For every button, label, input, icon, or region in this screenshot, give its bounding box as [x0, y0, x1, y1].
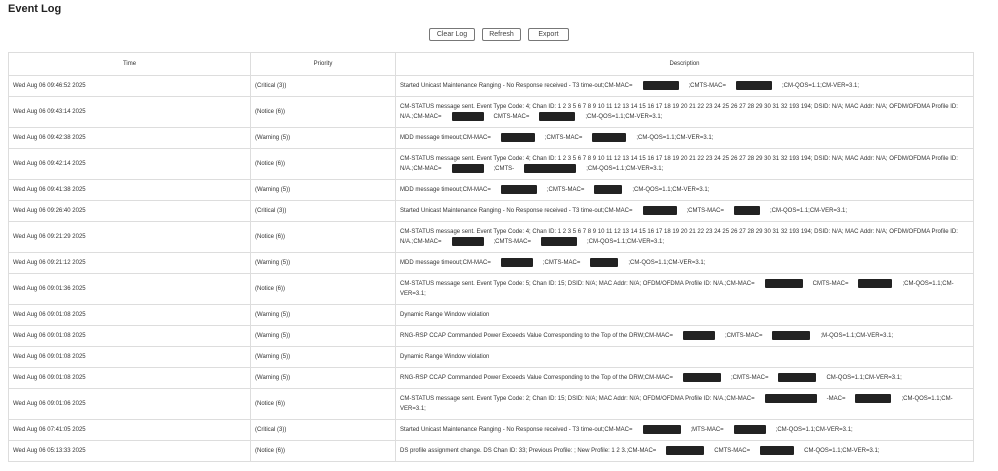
description-text: ;CM-QOS=1.1;CM-VER=3.1;	[628, 260, 706, 267]
description-text: MDD message timeout;CM-MAC=	[400, 260, 491, 267]
cell-description	[396, 76, 974, 97]
description-text: CM-STATUS message sent. Event Type Code: 4; Chan ID: 1 2 3 5 6 7 8 9 10 11 12 13 14 15 16 17 18 19 20 21 22 23 24 25 26 27 28 29 30 31 32 193 194; DSID: N/A; MAC Addr: N/A; OFDM/OFDMA Profile ID: N/A.;CM-MAC=	[400, 228, 958, 246]
redacted-mac-address	[778, 373, 816, 382]
redacted-mac-address	[736, 81, 772, 90]
cell-time: Wed Aug 06 09:01:08 2025	[9, 326, 251, 347]
cell-time: Wed Aug 06 07:41:05 2025	[9, 420, 251, 441]
cell-priority: (Critical (3))	[251, 201, 396, 222]
description-text: ;CM-QOS=1.1;CM-VER=3.1;	[586, 166, 664, 173]
description-text: CM-STATUS message sent. Event Type Code: 4; Chan ID: 1 2 3 5 6 7 8 9 10 11 12 13 14 15 16 17 18 19 20 21 22 23 24 25 26 27 28 29 30 31 32 193 194; DSID: N/A; MAC Addr: N/A; OFDM/OFDMA Profile ID: N/A.;CM-MAC=	[400, 155, 958, 173]
description-text: ;CMTS-MAC=	[686, 208, 724, 215]
cell-time: Wed Aug 06 09:21:12 2025	[9, 253, 251, 274]
table-row	[9, 76, 974, 97]
redacted-mac-address	[643, 206, 677, 215]
redacted-mac-address	[501, 258, 533, 267]
table-row	[9, 347, 974, 368]
description-text: Dynamic Range Window violation	[400, 354, 490, 360]
table-header-row	[9, 53, 974, 76]
cell-time: Wed Aug 06 09:01:06 2025	[9, 389, 251, 420]
cell-time: Wed Aug 06 09:46:52 2025	[9, 76, 251, 97]
cell-description	[396, 274, 974, 305]
cell-priority: (Notice (6))	[251, 222, 396, 253]
redacted-mac-address	[452, 237, 484, 246]
redacted-mac-address	[539, 112, 575, 121]
redacted-mac-address	[541, 237, 577, 246]
table-row	[9, 253, 974, 274]
cell-priority: (Notice (6))	[251, 97, 396, 128]
description-text: ;CM-QOS=1.1;CM-VER=3.1;	[400, 396, 953, 413]
cell-priority: (Warning (5))	[251, 180, 396, 201]
description-text: ;CM-QOS=1.1;CM-VER=3.1;	[770, 208, 848, 215]
description-text: CMTS-MAC=	[714, 448, 751, 455]
table-row	[9, 274, 974, 305]
page-title: Event Log	[8, 3, 62, 15]
table-row	[9, 326, 974, 347]
cell-time: Wed Aug 06 09:41:38 2025	[9, 180, 251, 201]
table-row	[9, 389, 974, 420]
redacted-mac-address	[683, 331, 715, 340]
cell-time: Wed Aug 06 09:26:40 2025	[9, 201, 251, 222]
table-row	[9, 180, 974, 201]
redacted-mac-address	[590, 258, 618, 267]
cell-priority: (Critical (3))	[251, 76, 396, 97]
redacted-mac-address	[734, 206, 760, 215]
description-text: CM-STATUS message sent. Event Type Code: 2; Chan ID: 15; DSID: N/A; MAC Addr: N/A; OFDM/OFDMA Profile ID: N/A.;CM-MAC=	[400, 396, 755, 403]
redacted-mac-address	[592, 133, 626, 142]
cell-time: Wed Aug 06 09:01:36 2025	[9, 274, 251, 305]
cell-description	[396, 368, 974, 389]
table-row	[9, 97, 974, 128]
refresh-button[interactable]: Refresh	[482, 28, 521, 41]
table-row	[9, 305, 974, 326]
description-text: CM-QOS=1.1;CM-VER=3.1;	[804, 448, 880, 455]
clear-log-button[interactable]: Clear Log	[429, 28, 475, 41]
cell-priority: (Warning (5))	[251, 253, 396, 274]
toolbar	[0, 28, 998, 41]
description-text: ;CM-QOS=1.1;CM-VER=3.1;	[585, 114, 663, 121]
cell-time: Wed Aug 06 09:01:08 2025	[9, 305, 251, 326]
cell-description	[396, 128, 974, 149]
cell-description	[396, 222, 974, 253]
cell-priority: (Notice (6))	[251, 274, 396, 305]
description-text: Dynamic Range Window violation	[400, 312, 490, 318]
redacted-mac-address	[683, 373, 721, 382]
redacted-mac-address	[643, 81, 679, 90]
description-text: ;CMTS-MAC=	[493, 239, 532, 246]
redacted-mac-address	[760, 446, 794, 455]
table-body	[9, 76, 974, 462]
cell-priority: (Notice (6))	[251, 149, 396, 180]
table-row	[9, 420, 974, 441]
redacted-mac-address	[643, 425, 681, 434]
export-button[interactable]: Export	[528, 28, 569, 41]
redacted-mac-address	[666, 446, 704, 455]
cell-priority: (Notice (6))	[251, 389, 396, 420]
redacted-mac-address	[452, 112, 484, 121]
redacted-mac-address	[765, 394, 817, 403]
cell-description	[396, 347, 974, 368]
description-text: ;CM-QOS=1.1;CM-VER=3.1;	[782, 83, 860, 90]
description-text: ;CM-QOS=1.1;CM-VER=3.1;	[400, 281, 954, 298]
table-row	[9, 222, 974, 253]
cell-description	[396, 420, 974, 441]
description-text: ;CM-QOS=1.1;CM-VER=3.1;	[587, 239, 665, 246]
cell-description	[396, 180, 974, 201]
table-row	[9, 128, 974, 149]
description-text: Started Unicast Maintenance Ranging - No Response received - T3 time-out;CM-MAC=	[400, 208, 633, 215]
cell-time: Wed Aug 06 09:01:08 2025	[9, 368, 251, 389]
cell-time: Wed Aug 06 09:42:38 2025	[9, 128, 251, 149]
redacted-mac-address	[594, 185, 622, 194]
table-row	[9, 201, 974, 222]
description-text: CM-QOS=1.1;CM-VER=3.1;	[826, 375, 902, 382]
cell-priority: (Warning (5))	[251, 305, 396, 326]
cell-priority: (Warning (5))	[251, 326, 396, 347]
cell-time: Wed Aug 06 09:21:29 2025	[9, 222, 251, 253]
description-text: ;CMTS-MAC=	[546, 187, 585, 194]
description-text: ;CM-QOS=1.1;CM-VER=3.1;	[775, 427, 853, 434]
table-row	[9, 149, 974, 180]
cell-description	[396, 253, 974, 274]
table-row	[9, 441, 974, 462]
description-text: ;CMTS-MAC=	[724, 333, 763, 340]
description-text: ;CMTS-MAC=	[688, 83, 726, 90]
column-header-priority: Priority	[251, 53, 396, 76]
redacted-mac-address	[855, 394, 891, 403]
description-text: ;CM-QOS=1.1;CM-VER=3.1;	[636, 135, 714, 142]
description-text: RNG-RSP CCAP Commanded Power Exceeds Value Corresponding to the Top of the DRW;CM-MAC=	[400, 375, 673, 382]
description-text: ;M-QOS=1.1;CM-VER=3.1;	[820, 333, 894, 340]
description-text: ;CM-QOS=1.1;CM-VER=3.1;	[632, 187, 710, 194]
description-text: CM-STATUS message sent. Event Type Code: 5; Chan ID: 15; DSID: N/A; MAC Addr: N/A; OFDM/OFDMA Profile ID: N/A.;CM-MAC=	[400, 281, 755, 288]
cell-priority: (Warning (5))	[251, 128, 396, 149]
cell-description	[396, 97, 974, 128]
redacted-mac-address	[524, 164, 576, 173]
description-text: CMTS-MAC=	[493, 114, 530, 121]
event-log-table	[8, 52, 974, 462]
cell-priority: (Critical (3))	[251, 420, 396, 441]
description-text: ;CMTS-MAC=	[544, 135, 583, 142]
description-text: ;CMTS-MAC=	[730, 375, 769, 382]
description-text: DS profile assignment change. DS Chan ID: 33; Previous Profile: ; New Profile: 1 2 3.;CM-MAC=	[400, 448, 657, 455]
description-text: CMTS-MAC=	[812, 281, 849, 288]
description-text: ;CMTS-MAC=	[542, 260, 581, 267]
cell-time: Wed Aug 06 09:43:14 2025	[9, 97, 251, 128]
cell-time: Wed Aug 06 09:42:14 2025	[9, 149, 251, 180]
cell-description	[396, 326, 974, 347]
description-text: Started Unicast Maintenance Ranging - No Response received - T3 time-out;CM-MAC=	[400, 83, 633, 90]
description-text: RNG-RSP CCAP Commanded Power Exceeds Value Corresponding to the Top of the DRW;CM-MAC=	[400, 333, 673, 340]
table-row	[9, 368, 974, 389]
cell-description	[396, 441, 974, 462]
description-text: Started Unicast Maintenance Ranging - No Response received - T3 time-out;CM-MAC=	[400, 427, 633, 434]
cell-description	[396, 389, 974, 420]
cell-description	[396, 149, 974, 180]
description-text: -MAC=	[826, 396, 846, 403]
redacted-mac-address	[772, 331, 810, 340]
description-text: CM-STATUS message sent. Event Type Code: 4; Chan ID: 1 2 3 5 6 7 8 9 10 11 12 13 14 15 16 17 18 19 20 21 22 23 24 25 26 27 28 29 30 31 32 193 194; DSID: N/A; MAC Addr: N/A; OFDM/OFDMA Profile ID: N/A.;CM-MAC=	[400, 103, 958, 121]
description-text: MDD message timeout;CM-MAC=	[400, 135, 491, 142]
cell-description	[396, 305, 974, 326]
redacted-mac-address	[734, 425, 766, 434]
cell-priority: (Warning (5))	[251, 347, 396, 368]
redacted-mac-address	[858, 279, 892, 288]
redacted-mac-address	[501, 185, 537, 194]
description-text: MDD message timeout;CM-MAC=	[400, 187, 491, 194]
cell-description	[396, 201, 974, 222]
description-text: ;CMTS-	[493, 166, 515, 173]
cell-priority: (Warning (5))	[251, 368, 396, 389]
redacted-mac-address	[765, 279, 803, 288]
column-header-description: Description	[396, 53, 974, 76]
redacted-mac-address	[501, 133, 535, 142]
column-header-time: Time	[9, 53, 251, 76]
cell-priority: (Notice (6))	[251, 441, 396, 462]
cell-time: Wed Aug 06 09:01:08 2025	[9, 347, 251, 368]
cell-time: Wed Aug 06 05:13:33 2025	[9, 441, 251, 462]
description-text: ;MTS-MAC=	[690, 427, 724, 434]
redacted-mac-address	[452, 164, 484, 173]
